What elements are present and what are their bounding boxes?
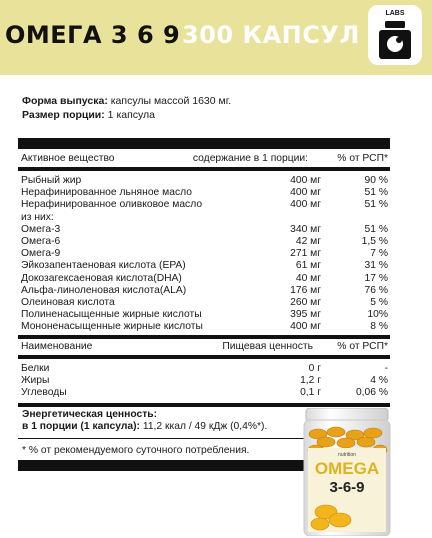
svg-text:OMEGA: OMEGA [314, 459, 380, 478]
nutrient-cell: 400 мг [290, 187, 321, 199]
nutrient-cell: 51 % [364, 223, 388, 235]
header-banner [0, 0, 432, 75]
section-divider [18, 335, 390, 339]
nutrient-cell: 90 % [364, 175, 388, 186]
capsule-count-title: 300 КАПСУЛ [182, 21, 360, 49]
nutrient-cell: Полиненасыщенные жирные кислоты [21, 309, 202, 321]
portion-line: Размер порции: 1 капсула [22, 109, 156, 121]
nutrient-cell: 10% [367, 309, 388, 321]
macro-cell: 0,1 г [300, 387, 321, 398]
product-title: ОМЕГА 3 6 9 [5, 21, 181, 49]
macro-cell: 1,2 г [300, 375, 321, 386]
nutrient-cell: 400 мг [290, 321, 321, 333]
header-divider [18, 167, 390, 171]
nutrient-cell: 40 мг [295, 272, 321, 284]
macro-cell: Углеводы [21, 387, 67, 398]
form-info [22, 94, 231, 122]
macro-cell: Жиры [21, 375, 50, 386]
nutrient-cell: 61 мг [295, 260, 321, 272]
nutrient-cell: 395 мг [290, 309, 321, 321]
nutrient-cell: Омега-3 [21, 223, 61, 235]
nutrient-cell: 76 % [364, 284, 388, 296]
nutrient-cell: Рыбный жир [21, 175, 82, 186]
nutrient-cell: 42 мг [295, 236, 321, 247]
svg-text:3-6-9: 3-6-9 [329, 479, 365, 496]
macro-cell: 0 г [308, 363, 321, 374]
nutrient-cell: 17 % [364, 272, 388, 284]
nutrient-cell: 340 мг [290, 223, 321, 235]
macro-cell: 0,06 % [355, 387, 388, 398]
macro-cell: 4 % [370, 375, 388, 386]
table2-header-divider [18, 355, 390, 359]
nutrient-cell: 271 мг [290, 248, 321, 260]
nutrient-cell: 400 мг [290, 175, 321, 186]
nutrient-cell: Олеиновая кислота [21, 297, 115, 308]
nutrient-cell: 1,5 % [361, 236, 388, 247]
nutrient-cell: 31 % [364, 260, 388, 272]
nutrient-cell: 51 % [364, 199, 388, 211]
product-jar-image [300, 408, 394, 536]
energy-divider [18, 403, 390, 407]
nutrient-cell: 260 мг [290, 297, 321, 308]
footnote: * % от рекомендуемого суточного потребления. [22, 445, 250, 456]
nutrient-cell: Нерафинированное оливковое масло [21, 199, 203, 211]
nutrient-cell: 5 % [370, 297, 388, 308]
nutrient-cell: Омега-6 [21, 236, 61, 247]
nutrient-cell: Нерафинированное льняное масло [21, 187, 192, 199]
nutrient-cell: Мононенасыщенные жирные кислоты [21, 321, 203, 333]
nutrient-cell: из них: [21, 211, 54, 223]
release-form-line: Форма выпуска: капсулы массой 1630 мг. [22, 95, 232, 107]
nutrient-cell: 7 % [370, 248, 388, 260]
logo-text: LABS [385, 10, 405, 17]
nutrient-cell: 51 % [364, 187, 388, 199]
nutrient-cell: 176 мг [290, 284, 321, 296]
energy-value: Энергетическая ценность: в 1 порции (1 капсула): 11,2 ккал / 49 кДж (0,4%*). [22, 409, 268, 432]
nutrient-cell: Докозагексаеновая кислота(DHA) [21, 272, 182, 284]
top-divider [18, 138, 390, 149]
nutrient-cell: Эйкозапентаеновая кислота (EPA) [21, 260, 186, 272]
macro-cell: Белки [21, 363, 50, 374]
nutrient-cell: Альфа-линоленовая кислота(ALA) [21, 284, 187, 296]
brand-logo [368, 5, 422, 65]
macro-cell: - [384, 363, 388, 374]
nutrient-cell: 8 % [370, 321, 388, 333]
svg-text:nutrition: nutrition [338, 452, 356, 458]
jar-icon [379, 21, 411, 59]
nutrient-cell: 400 мг [290, 199, 321, 211]
nutrient-cell: Омега-9 [21, 248, 61, 260]
